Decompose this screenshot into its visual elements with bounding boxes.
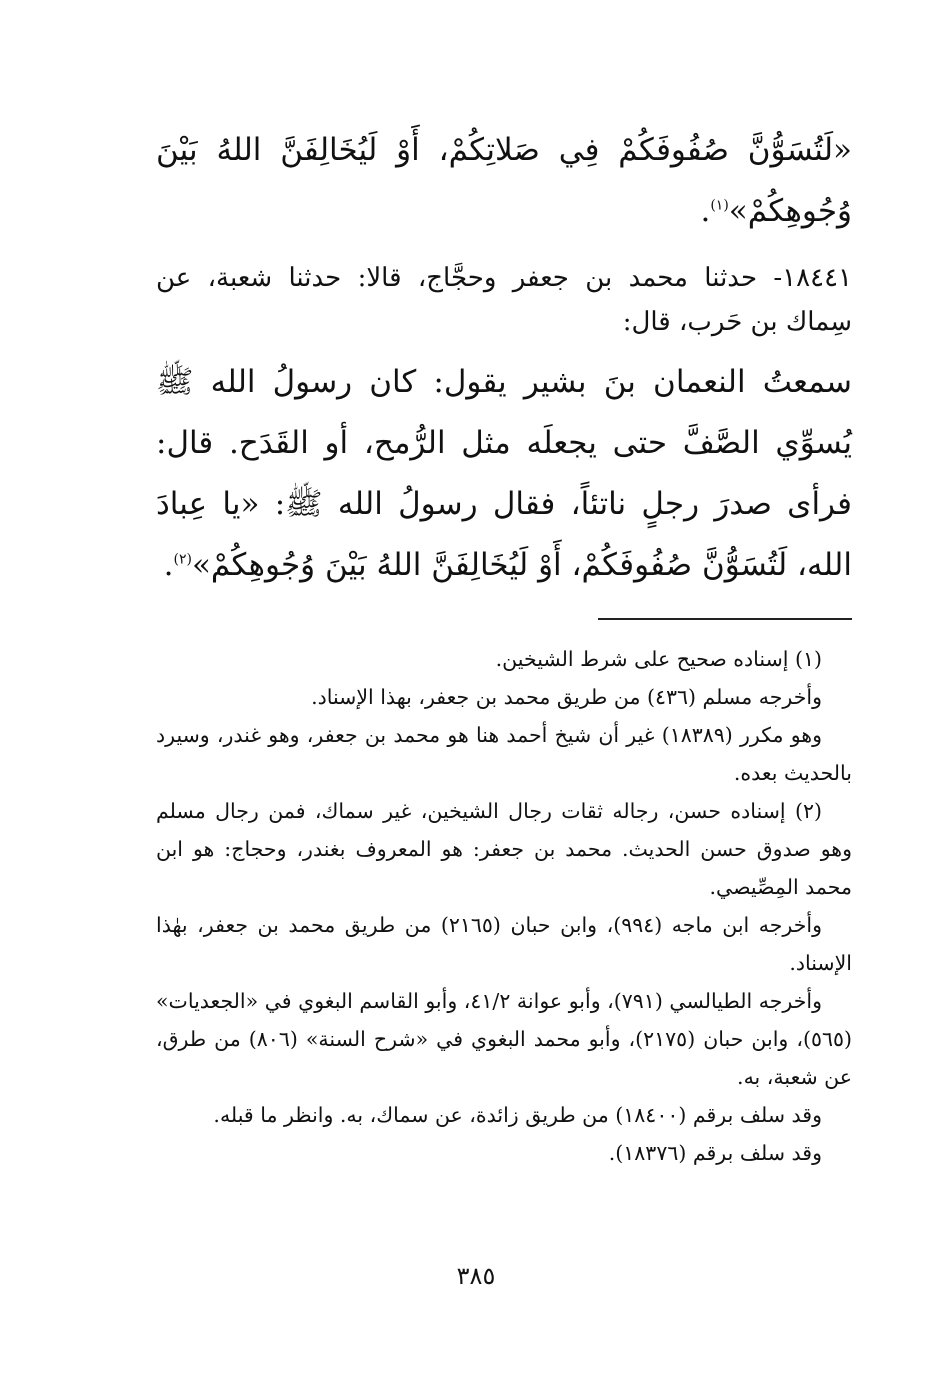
hadith-body-end: .	[163, 547, 174, 583]
top-paragraph-end: .	[700, 193, 711, 229]
top-paragraph-text: «لَتُسَوُّنَّ صُفُوفَكُمْ فِي صَلاتِكُمْ، أَوْ لَيُخَالِفَنَّ اللهُ بَيْنَ وُجُوهِكُمْ»	[156, 132, 852, 229]
footnote-line: وهو مكرر (١٨٣٨٩) غير أن شيخ أحمد هنا هو محمد بن جعفر، وهو غندر، وسيرد بالحديث بعده.	[156, 723, 852, 785]
footnote-line: وأخرجه ابن ماجه (٩٩٤)، وابن حبان (٢١٦٥) من طريق محمد بن جعفر، بهٰذا الإسناد.	[156, 913, 852, 975]
footnote-line: وقد سلف برقم (١٨٣٧٦).	[608, 1141, 822, 1165]
footnote-line: (١) إسناده صحيح على شرط الشيخين.	[495, 647, 822, 671]
footnote-line: وقد سلف برقم (١٨٤٠٠) من طريق زائدة، عن سماك، به. وانظر ما قبله.	[213, 1103, 822, 1127]
hadith-body	[156, 352, 852, 596]
footnote-line: وأخرجه الطيالسي (٧٩١)، وأبو عوانة ٤١/٢، وأبو القاسم البغوي في «الجعديات» (٥٦٥)، وابن حبان (٢١٧٥)، وأبو محمد البغوي في «شرح السنة» (٨٠٦) من طرق، عن شعبة، به.	[156, 989, 852, 1089]
top-paragraph	[156, 120, 852, 242]
footnote-line: (٢) إسناده حسن، رجاله ثقات رجال الشيخين، غير سماك، فمن رجال مسلم وهو صدوق حسن الحديث. محمد بن جعفر: هو المعروف بغندر، وحجاج: هو ابن محمد المِصِّيصي.	[156, 799, 852, 899]
footnotes	[156, 640, 852, 1172]
hadith-body-text: سمعتُ النعمان بنَ بشير يقول: كان رسولُ الله ﷺ يُسوِّي الصَّفَّ حتى يجعلَه مثل الرُّمح، أو القَدَح. قال: فرأى صدرَ رجلٍ ناتئاً، فقال رسولُ الله ﷺ: «يا عِبادَ الله، لَتُسَوُّنَّ صُفُوفَكُمْ، أَوْ لَيُخَالِفَنَّ اللهُ بَيْنَ وُجُوهِكُمْ»	[156, 364, 852, 583]
footnote-ref-2: (٢)	[173, 551, 192, 568]
footnote-line: وأخرجه مسلم (٤٣٦) من طريق محمد بن جعفر، بهذا الإسناد.	[311, 685, 822, 709]
page-number: ٣٨٥	[456, 1262, 496, 1290]
hadith-header: ١٨٤٤١- حدثنا محمد بن جعفر وحجَّاج، قالا: حدثنا شعبة، عن سِماك بن حَرب، قال:	[156, 263, 852, 337]
footnote-ref-1: (١)	[710, 197, 729, 214]
footnote-divider	[598, 618, 852, 620]
